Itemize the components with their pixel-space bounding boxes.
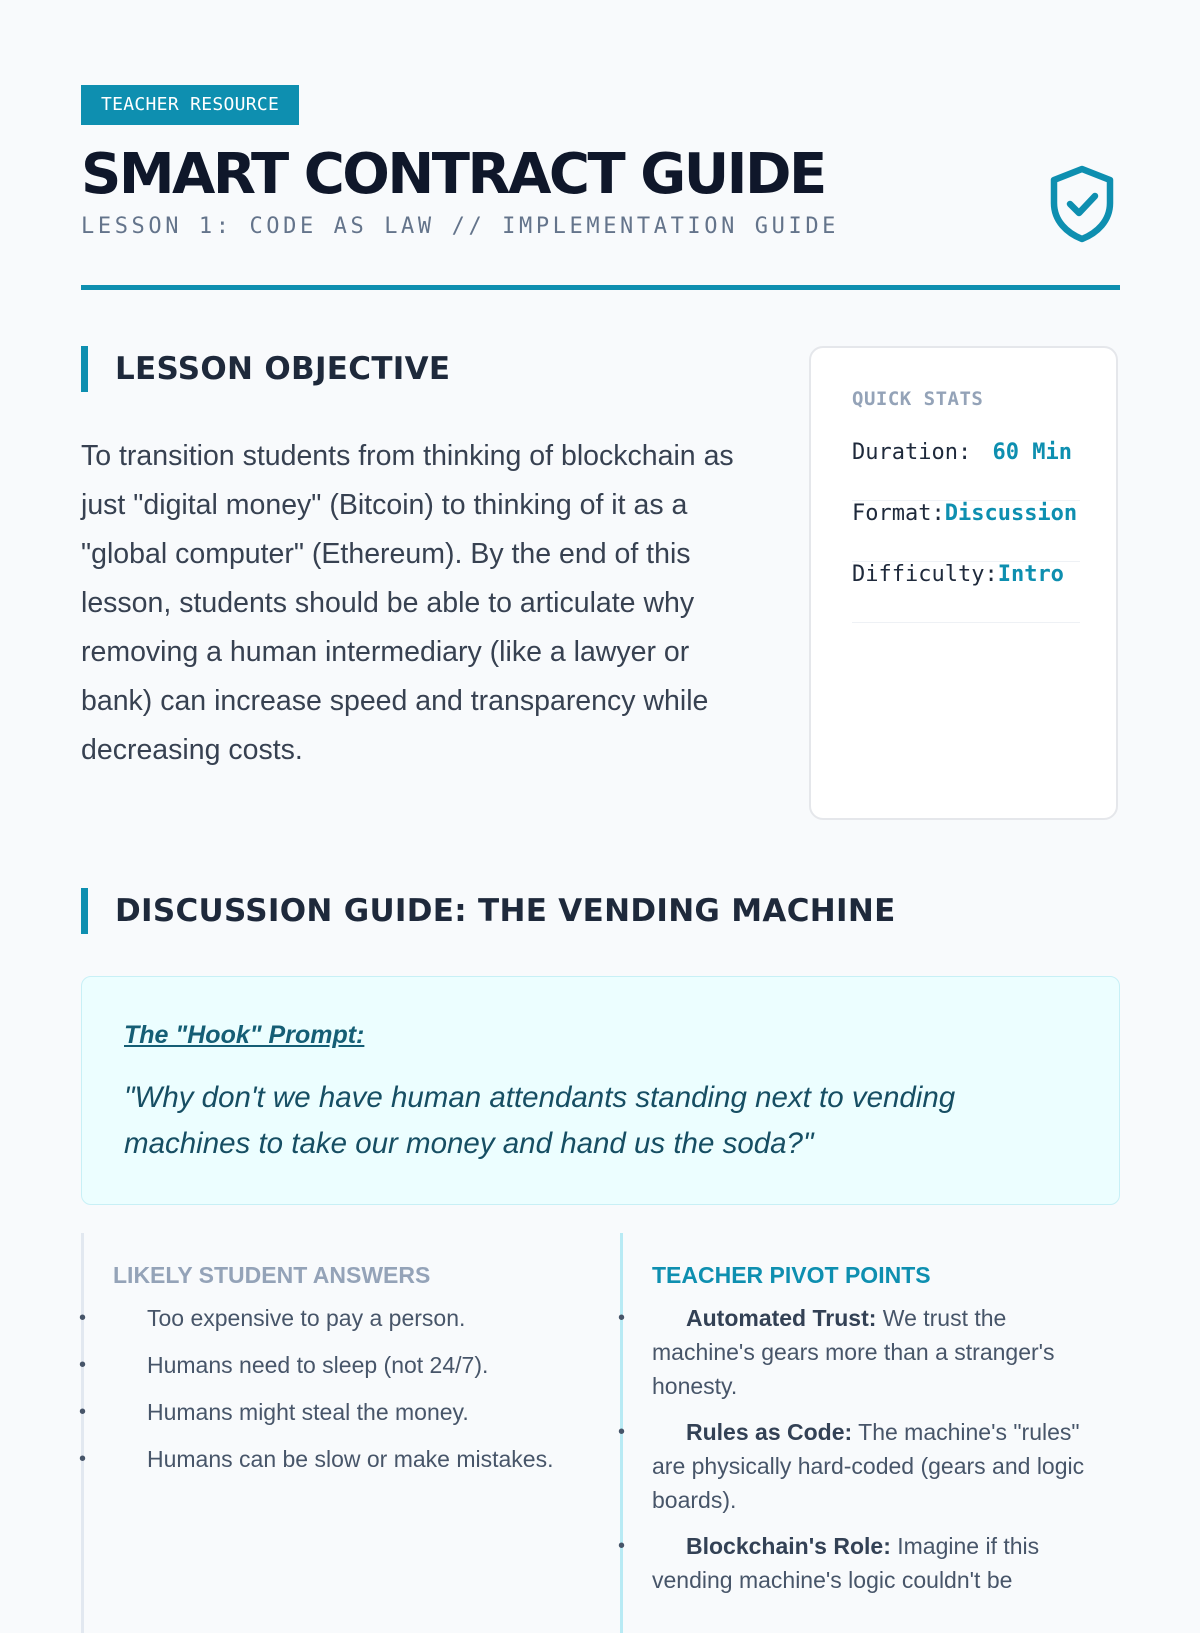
list-item — [618, 1529, 1100, 1597]
bullet-icon: • — [618, 1535, 626, 1557]
list-item: • Humans might steal the money. — [113, 1395, 583, 1429]
bullet-icon: • — [618, 1307, 626, 1329]
bullet-icon: • — [79, 1307, 87, 1329]
pivot-term: Automated Trust: — [686, 1305, 877, 1331]
hook-prompt-box — [81, 976, 1120, 1205]
list-item: • Humans need to sleep (not 24/7). — [113, 1348, 583, 1382]
likely-student-answers-column — [81, 1233, 601, 1633]
hook-prompt-label: The "Hook" Prompt: — [124, 1021, 365, 1049]
list-item — [618, 1415, 1100, 1517]
bullet-icon: • — [79, 1448, 87, 1470]
discussion-guide-heading: DISCUSSION GUIDE: THE VENDING MACHINE — [81, 888, 896, 934]
list-item: • Too expensive to pay a person. — [113, 1301, 583, 1335]
lesson-objective-text: To transition students from thinking of blockchain as just "digital money" (Bitcoin) to thinking of it as a "global computer" (Ethereum). By the end of this lesson, students should be able to articulate why removing a human intermediary (like a lawyer or bank) can increase speed and transparency while decreasing costs. — [81, 440, 734, 766]
student-answers-list — [79, 1301, 583, 1489]
stat-difficulty — [852, 561, 1080, 623]
lesson-objective-heading: LESSON OBJECTIVE — [81, 346, 450, 392]
teacher-resource-badge: TEACHER RESOURCE — [81, 85, 299, 125]
quick-stats-card — [809, 346, 1118, 820]
stat-value: Intro — [997, 562, 1064, 587]
quick-stats-title: QUICK STATS — [852, 388, 984, 410]
page-title: SMART CONTRACT GUIDE — [81, 142, 825, 207]
page-subtitle: LESSON 1: CODE AS LAW // IMPLEMENTATION GUIDE — [81, 214, 840, 239]
stat-format — [852, 500, 1080, 562]
bullet-icon: • — [79, 1354, 87, 1376]
pivot-term: Rules as Code: — [686, 1419, 853, 1445]
likely-student-answers-title: LIKELY STUDENT ANSWERS — [113, 1262, 431, 1288]
list-item: • Humans can be slow or make mistakes. — [113, 1442, 583, 1476]
pivot-text: We trust the machine's gears more than a stranger's honesty. — [652, 1305, 1055, 1399]
stat-duration — [852, 439, 1080, 501]
pivot-term: Blockchain's Role: — [686, 1533, 891, 1559]
stat-label: Duration: — [852, 440, 972, 465]
stat-label: Format: — [852, 501, 945, 526]
stat-value: Discussion — [944, 501, 1078, 526]
shield-check-icon — [1049, 165, 1115, 243]
bullet-icon: • — [79, 1401, 87, 1423]
pivot-text: Imagine if this vending machine's logic couldn't be — [652, 1533, 1040, 1593]
header-divider — [81, 285, 1120, 290]
pivot-text: The machine's "rules" are physically hard-coded (gears and logic boards). — [652, 1419, 1085, 1513]
list-item — [618, 1301, 1100, 1403]
teacher-pivot-points-column — [620, 1233, 1120, 1633]
bullet-icon: • — [618, 1421, 626, 1443]
teacher-pivot-points-title: TEACHER PIVOT POINTS — [652, 1262, 931, 1288]
stat-value: 60 Min — [992, 440, 1072, 465]
stat-label: Difficulty: — [852, 562, 998, 587]
hook-prompt-quote: "Why don't we have human attendants standing next to vending machines to take our money and hand us the soda?" — [124, 1081, 956, 1160]
pivot-points-list — [618, 1301, 1100, 1609]
